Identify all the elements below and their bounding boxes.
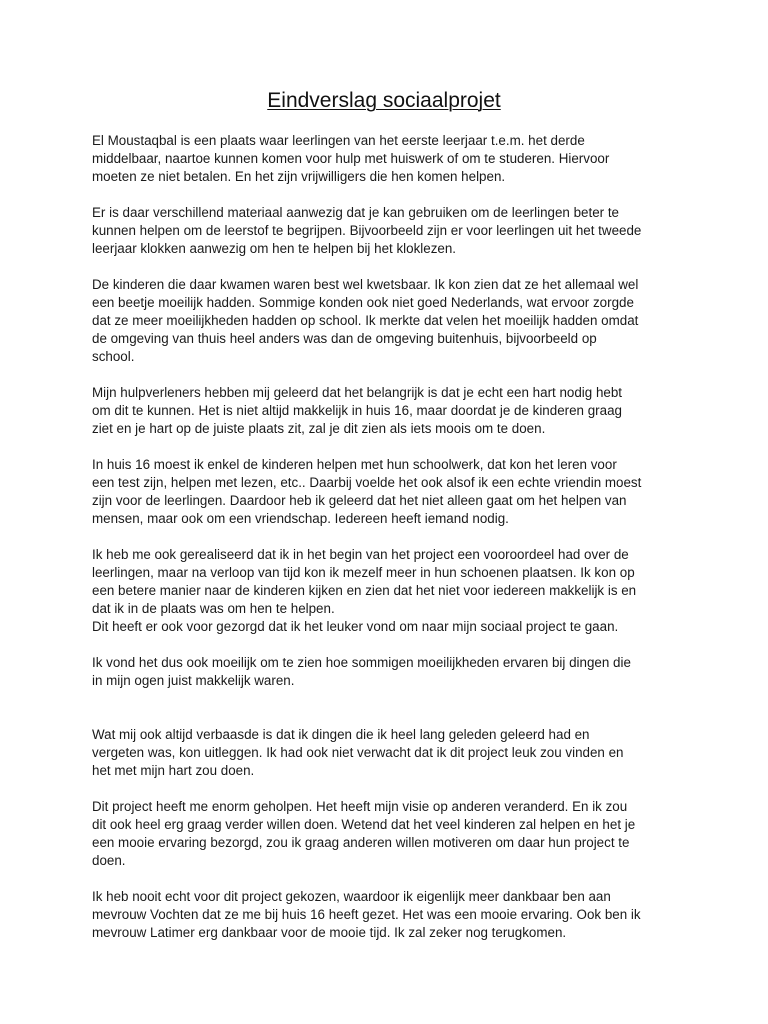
paragraph-thanks: Ik heb nooit echt voor dit project gekozen, waardoor ik eigenlijk meer dankbaar ben aan mevrouw Vochten dat ze me bij huis 16 heeft gezet. Het was een mooie ervaring. Ook ben ik mevrouw Latimer erg dankbaar voor de mooie tijd. Ik zal zeker nog terugkomen. [92, 889, 641, 940]
paragraph-materials: Er is daar verschillend materiaal aanwezig dat je kan gebruiken om de leerlingen beter te kunnen helpen om de leerstof te begrijpen. Bijvoorbeeld zijn er voor leerlingen uit het tweede leerjaar klokken aanwezig om hen te helpen bij het kloklezen. [92, 205, 642, 256]
document-title: Eindverslag sociaalprojet [267, 89, 501, 112]
paragraph-tasks: In huis 16 moest ik enkel de kinderen helpen met hun schoolwerk, dat kon het leren voor een test zijn, helpen met lezen, etc.. Daarbij voelde het ook alsof ik een echte vriendin moest zijn voor de leerlingen. Daardoor heb ik geleerd dat het niet alleen gaat om het helpen van mensen, maar ook om een vriendschap. Iedereen heeft iemand nodig. [92, 457, 642, 526]
paragraph-impact: Dit project heeft me enorm geholpen. Het heeft mijn visie op anderen veranderd. En ik zou dit ook heel erg graag verder willen doen. Wetend dat het veel kinderen zal helpen en het je een mooie ervaring bezorgd, zou ik graag anderen willen motiveren om daar hun project te doen. [92, 799, 636, 868]
paragraph-intro: El Moustaqbal is een plaats waar leerlingen van het eerste leerjaar t.e.m. het derde middelbaar, naartoe kunnen komen voor hulp met huiswerk of om te studeren. Hiervoor moeten ze niet betalen. En het zijn vrijwilligers die hen komen helpen. [92, 133, 610, 184]
paragraph-surprise: Wat mij ook altijd verbaasde is dat ik dingen die ik heel lang geleden geleerd had en vergeten was, kon uitleggen. Ik had ook niet verwacht dat ik dit project leuk zou vinden en het met mijn hart zou doen. [92, 727, 624, 778]
paragraph-helpers: Mijn hulpverleners hebben mij geleerd dat het belangrijk is dat je echt een hart nodig hebt om dit te kunnen. Het is niet altijd makkelijk in huis 16, maar doordat je de kinderen graag ziet en je hart op de juiste plaats zit, zal je dit zien als iets moois om te doen. [92, 385, 623, 436]
paragraph-children: De kinderen die daar kwamen waren best wel kwetsbaar. Ik kon zien dat ze het allemaal wel een beetje moeilijk hadden. Sommige konden ook niet goed Nederlands, wat ervoor zorgde dat ze meer moeilijkheden hadden op school. Ik merkte dat velen het moeilijk hadden omdat de omgeving van thuis heel anders was dan de omgeving buitenhuis, bijvoorbeeld op school. [92, 277, 639, 364]
paragraph-difficulties: Ik vond het dus ook moeilijk om te zien hoe sommigen moeilijkheden ervaren bij dingen die in mijn ogen juist makkelijk waren. [92, 655, 631, 688]
document-body [92, 132, 692, 960]
paragraph-prejudice: Ik heb me ook gerealiseerd dat ik in het begin van het project een vooroordeel had over de leerlingen, maar na verloop van tijd kon ik mezelf meer in hun schoenen plaatsen. Ik kon op een betere manier naar de kinderen kijken en zien dat het niet voor iedereen makkelijk is en dat ik in de plaats was om hen te helpen. Dit heeft er ook voor gezorgd dat ik het leuker vond om naar mijn sociaal project te gaan. [92, 547, 637, 634]
